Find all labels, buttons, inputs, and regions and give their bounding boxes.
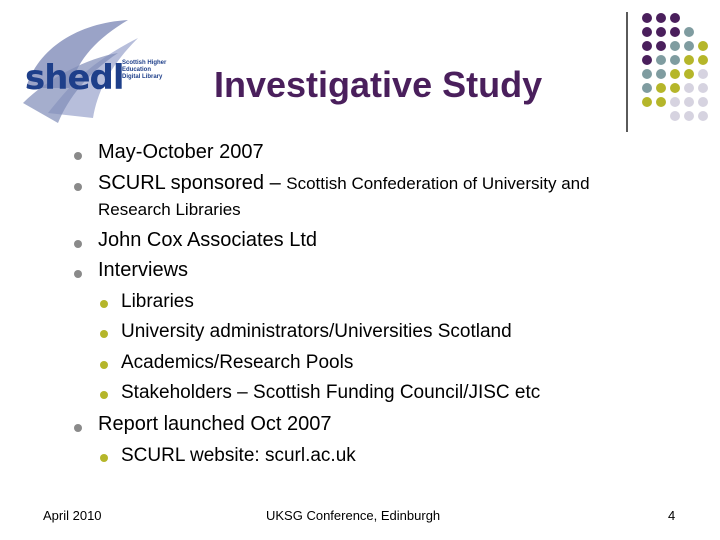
sponsor-continuation: Research Libraries — [98, 200, 241, 219]
sub-bullet-dot — [100, 391, 108, 399]
logo-wordmark: shedl — [25, 58, 124, 98]
sub-bullet-dot — [100, 330, 108, 338]
sub-bullet-stakeholders: Stakeholders – Scottish Funding Council/JISC etc — [121, 382, 541, 403]
bullet-dot — [74, 183, 82, 191]
sponsor-main-text: SCURL sponsored – — [98, 172, 287, 194]
sub-bullet-dot — [100, 454, 108, 462]
bullet-dot — [74, 240, 82, 248]
bullet-dot — [74, 270, 82, 278]
sub-bullet-academics: Academics/Research Pools — [121, 352, 354, 373]
footer-page-number: 4 — [668, 508, 676, 523]
sub-bullet-dot — [100, 361, 108, 369]
bullet-sponsor — [98, 172, 590, 195]
logo-tagline-line: Scottish Higher — [122, 60, 167, 66]
bullet-date-range: May-October 2007 — [98, 141, 264, 163]
footer-event: UKSG Conference, Edinburgh — [266, 508, 441, 523]
sub-bullet-university-admins: University administrators/Universities Scotland — [121, 321, 512, 342]
logo-tagline-line: Digital Library — [122, 74, 163, 80]
bullet-dot — [74, 152, 82, 160]
sub-bullet-dot — [100, 300, 108, 308]
bullet-consultant: John Cox Associates Ltd — [98, 229, 318, 251]
bullet-dot — [74, 424, 82, 432]
sub-bullet-website: SCURL website: scurl.ac.uk — [121, 445, 356, 466]
bullet-report: Report launched Oct 2007 — [98, 413, 332, 435]
sub-bullet-libraries: Libraries — [121, 291, 194, 312]
footer-date: April 2010 — [43, 508, 102, 523]
slide-title: Investigative Study — [214, 64, 543, 105]
sponsor-detail-text: Scottish Confederation of University and — [286, 174, 590, 193]
logo-tagline-line: Education — [122, 67, 152, 73]
bullet-interviews: Interviews — [98, 259, 189, 281]
